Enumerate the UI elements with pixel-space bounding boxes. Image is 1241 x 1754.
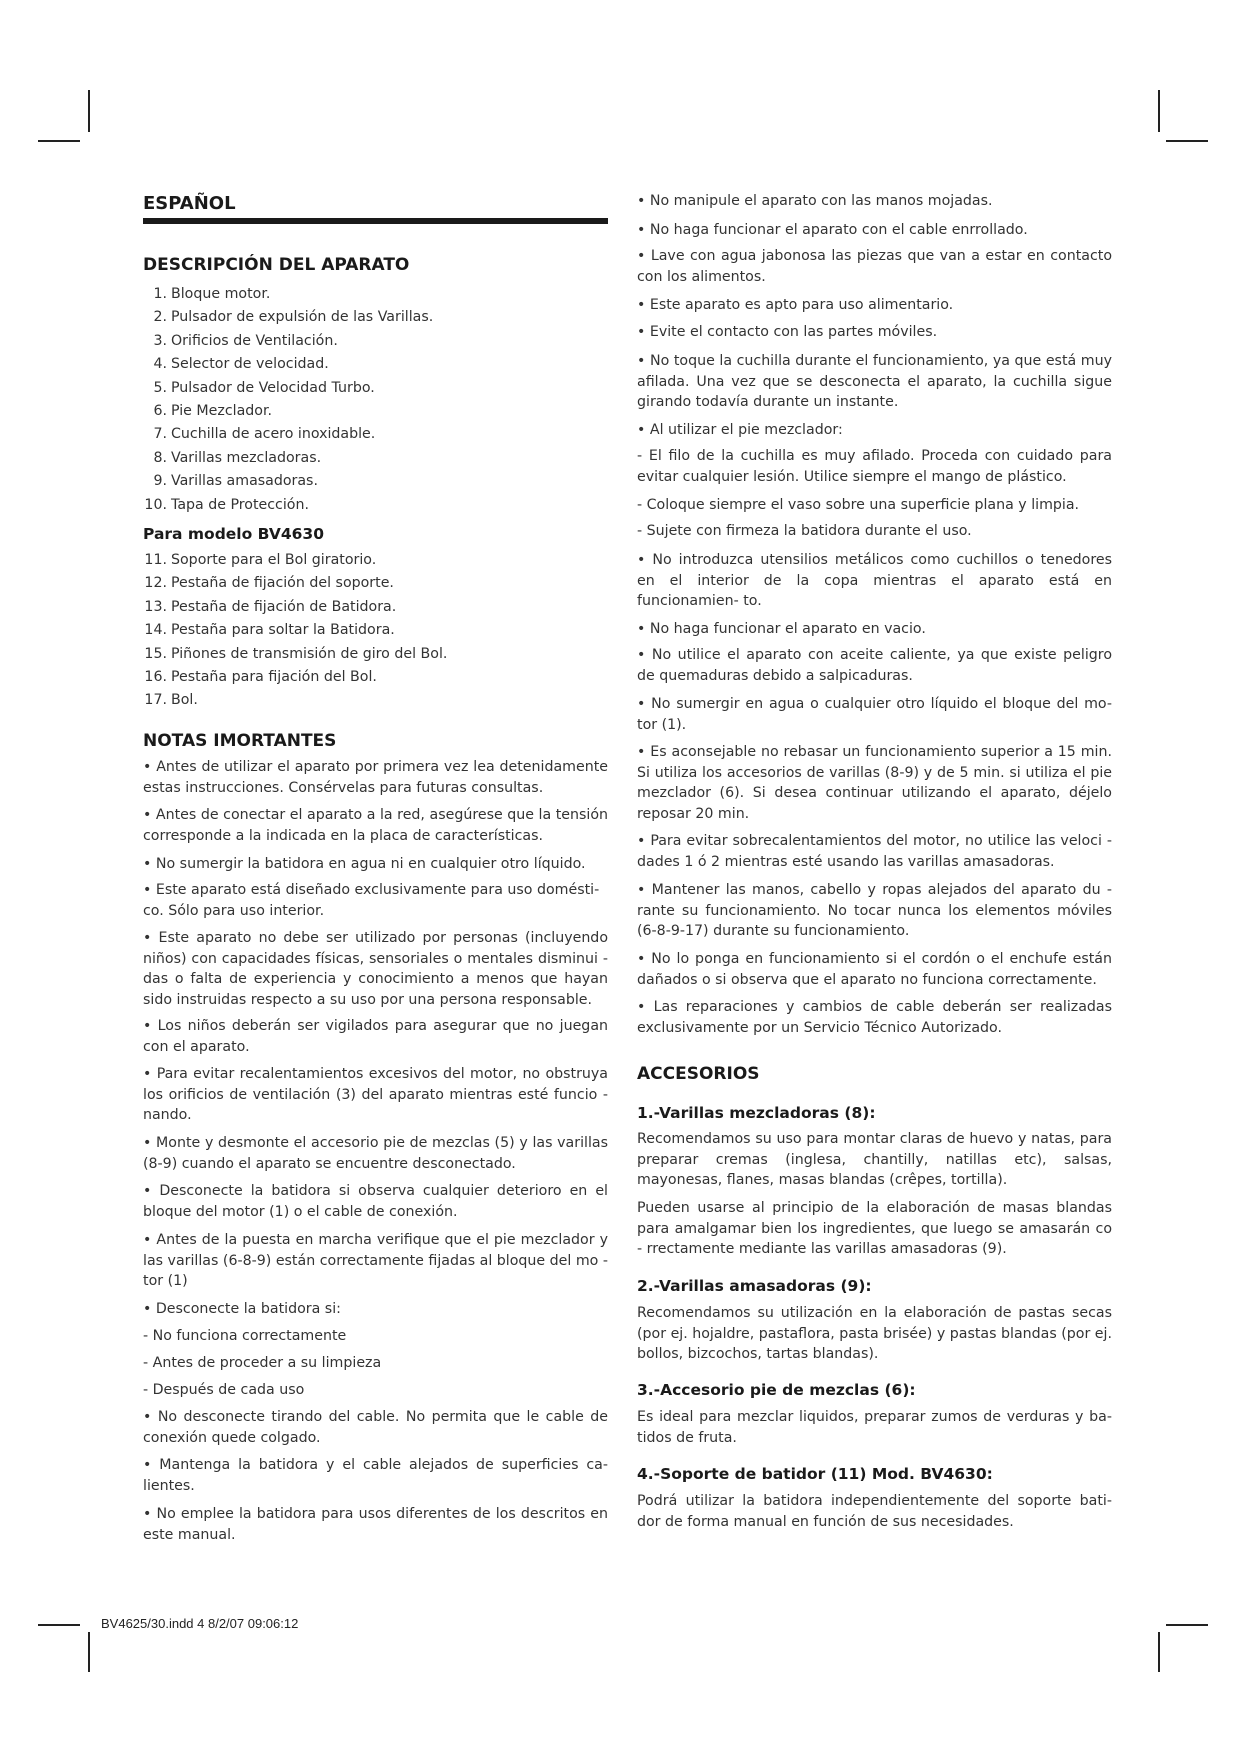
note-paragraph: • No sumergir la batidora en agua ni en cualquier otro líquido. (143, 856, 586, 872)
list-item: 2. Pulsador de expulsión de las Varillas. (153, 309, 434, 326)
note-paragraph: • Lave con agua jabonosa las piezas que van a estar en contacto con los alimentos. (637, 248, 1112, 285)
list-item: 15. Piñones de transmisión de giro del Bol. (144, 645, 448, 662)
note-paragraph: • Mantener las manos, cabello y ropas alejados del aparato du - rante su funcionamiento. No tocar nunca los elementos móviles (6-8-9-17) durante su funcionamiento. (637, 882, 1112, 940)
model-subtitle: Para modelo BV4630 (143, 525, 324, 543)
note-paragraph: • No utilice el aparato con aceite caliente, ya que existe peligro de quemaduras debido a salpicaduras. (637, 647, 1112, 684)
crop-mark-br-v (1158, 1632, 1160, 1672)
description-title: DESCRIPCIÓN DEL APARATO (143, 255, 410, 275)
accessory-3-text: Es ideal para mezclar liquidos, preparar zumos de verduras y ba- tidos de fruta. (637, 1409, 1112, 1446)
accessory-1-title: 1.-Varillas mezcladoras (8): (637, 1104, 876, 1122)
note-paragraph: • Antes de la puesta en marcha verifique que el pie mezclador y las varillas (6-8-9) están correctamente fijadas al bloque del mo - tor (1) (143, 1232, 608, 1290)
note-paragraph: • Este aparato es apto para uso alimentario. (637, 297, 954, 313)
note-paragraph: • No sumergir en agua o cualquier otro líquido el bloque del mo- tor (1). (637, 696, 1112, 733)
crop-mark-tr-v (1158, 90, 1160, 132)
note-paragraph: • No introduzca utensilios metálicos como cuchillos o tenedores en el interior de la copa mientras el aparato está en funcionamien- to. (637, 552, 1112, 610)
accessory-3-title: 3.-Accesorio pie de mezclas (6): (637, 1381, 916, 1399)
footer-file-info: BV4625/30.indd 4 8/2/07 09:06:12 (101, 1616, 299, 1631)
model-parts-list (143, 549, 447, 713)
list-item: 13. Pestaña de fijación de Batidora. (144, 598, 397, 615)
note-paragraph: - Sujete con firmeza la batidora durante el uso. (637, 523, 972, 539)
note-paragraph: - Coloque siempre el vaso sobre una superficie plana y limpia. (637, 497, 1080, 513)
language-heading: ESPAÑOL (143, 193, 236, 214)
note-paragraph: - Antes de proceder a su limpieza (143, 1355, 382, 1371)
list-item: 6. Pie Mezclador. (153, 403, 273, 420)
accessory-4-text: Podrá utilizar la batidora independientemente del soporte bati- dor de forma manual en función de sus necesidades. (637, 1493, 1112, 1530)
notes-title: NOTAS IMORTANTES (143, 731, 337, 751)
accessory-1-text: Recomendamos su uso para montar claras de huevo y natas, para preparar cremas (inglesa, chantilly, natillas etc), salsas, mayonesas, flanes, masas blandas (crêpes, tortilla). (637, 1131, 1112, 1189)
crop-mark-tl-v (88, 90, 90, 132)
list-item: 12. Pestaña de fijación del soporte. (144, 575, 394, 592)
accessory-2-title: 2.-Varillas amasadoras (9): (637, 1277, 872, 1295)
note-paragraph: • Es aconsejable no rebasar un funcionamiento superior a 15 min. Si utiliza los accesorios de varillas (8-9) y de 5 min. si utiliza el pie mezclador (6). Si desea continuar utilizando el aparato, déjelo reposar 20 min. (637, 744, 1112, 822)
list-item: 5. Pulsador de Velocidad Turbo. (153, 379, 375, 396)
list-item: 9. Varillas amasadoras. (153, 473, 318, 490)
note-paragraph: • No haga funcionar el aparato con el cable enrrollado. (637, 222, 1028, 238)
note-paragraph: • No manipule el aparato con las manos mojadas. (637, 193, 993, 209)
list-item: 10. Tapa de Protección. (144, 496, 309, 513)
note-paragraph: • No emplee la batidora para usos diferentes de los descritos en este manual. (143, 1506, 608, 1543)
heading-rule (143, 218, 608, 224)
note-paragraph: • Desconecte la batidora si observa cualquier deterioro en el bloque del motor (1) o el cable de conexión. (143, 1183, 608, 1220)
note-paragraph: • Antes de conectar el aparato a la red, asegúrese que la tensión corresponde a la indicada en la placa de características. (143, 807, 608, 844)
accessories-title: ACCESORIOS (637, 1064, 760, 1084)
note-paragraph: • Al utilizar el pie mezclador: (637, 422, 843, 438)
note-paragraph: • Antes de utilizar el aparato por primera vez lea detenidamente estas instrucciones. Consérvelas para futuras consultas. (143, 759, 608, 796)
list-item: 17. Bol. (144, 692, 198, 709)
note-paragraph: • No desconecte tirando del cable. No permita que le cable de conexión quede colgado. (143, 1409, 608, 1446)
note-paragraph: • Mantenga la batidora y el cable alejados de superficies ca- lientes. (143, 1457, 608, 1494)
list-item: 8. Varillas mezcladoras. (153, 449, 322, 466)
list-item: 7. Cuchilla de acero inoxidable. (153, 426, 376, 443)
note-paragraph: • Evite el contacto con las partes móviles. (637, 324, 938, 340)
note-paragraph: • No toque la cuchilla durante el funcionamiento, ya que está muy afilada. Una vez que se desconecta el aparato, la cuchilla sigue girando todavía durante un instante. (637, 353, 1112, 411)
note-paragraph: • Desconecte la batidora si: (143, 1301, 341, 1317)
parts-list (143, 283, 433, 517)
crop-mark-tr-h (1166, 140, 1208, 142)
note-paragraph: - El filo de la cuchilla es muy afilado. Proceda con cuidado para evitar cualquier lesión. Utilice siempre el mango de plástico. (637, 448, 1112, 485)
note-paragraph: • No lo ponga en funcionamiento si el cordón o el enchufe están dañados o si observa que el aparato no funciona correctamente. (637, 951, 1112, 988)
crop-mark-bl-v (88, 1632, 90, 1672)
note-paragraph: • Monte y desmonte el accesorio pie de mezclas (5) y las varillas (8-9) cuando el aparato se encuentre desconectado. (143, 1135, 608, 1172)
accessory-1-text-2: Pueden usarse al principio de la elaboración de masas blandas para amalgamar bien los ingredientes, que luego se amasarán co - rrectamente mediante las varillas amasadoras (9). (637, 1200, 1112, 1258)
note-paragraph: - No funciona correctamente (143, 1328, 347, 1344)
note-paragraph: • Este aparato está diseñado exclusivamente para uso domésti- co. Sólo para uso interior. (143, 882, 600, 919)
accessory-2-text: Recomendamos su utilización en la elaboración de pastas secas (por ej. hojaldre, pastaflora, pasta brisée) y pastas blandas (por ej. bollos, bizcochos, tartas blandas). (637, 1305, 1112, 1363)
list-item: 4. Selector de velocidad. (153, 356, 329, 373)
list-item: 3. Orificios de Ventilación. (153, 332, 338, 349)
accessory-4-title: 4.-Soporte de batidor (11) Mod. BV4630: (637, 1465, 993, 1483)
crop-mark-br-h (1166, 1624, 1208, 1626)
list-item: 11. Soporte para el Bol giratorio. (144, 552, 377, 568)
note-paragraph: • Este aparato no debe ser utilizado por personas (incluyendo niños) con capacidades físicas, sensoriales o mentales disminui - das o falta de experiencia y conocimiento a menos que hayan sido instruidas respecto a su uso por una persona responsable. (143, 930, 608, 1008)
list-item: 1. Bloque motor. (153, 286, 271, 302)
crop-mark-bl-h (38, 1624, 80, 1626)
note-paragraph: • Las reparaciones y cambios de cable deberán ser realizadas exclusivamente por un Servicio Técnico Autorizado. (637, 999, 1112, 1036)
note-paragraph: • No haga funcionar el aparato en vacio. (637, 621, 926, 637)
list-item: 14. Pestaña para soltar la Batidora. (144, 622, 395, 639)
note-paragraph: • Para evitar recalentamientos excesivos del motor, no obstruya los orificios de ventilación (3) del aparato mientras esté funcio - nando. (143, 1066, 608, 1124)
note-paragraph: • Los niños deberán ser vigilados para asegurar que no juegan con el aparato. (143, 1018, 608, 1055)
crop-mark-tl-h (38, 140, 80, 142)
list-item: 16. Pestaña para fijación del Bol. (144, 669, 377, 686)
note-paragraph: - Después de cada uso (143, 1382, 305, 1398)
note-paragraph: • Para evitar sobrecalentamientos del motor, no utilice las veloci - dades 1 ó 2 mientras esté usando las varillas amasadoras. (637, 833, 1112, 870)
